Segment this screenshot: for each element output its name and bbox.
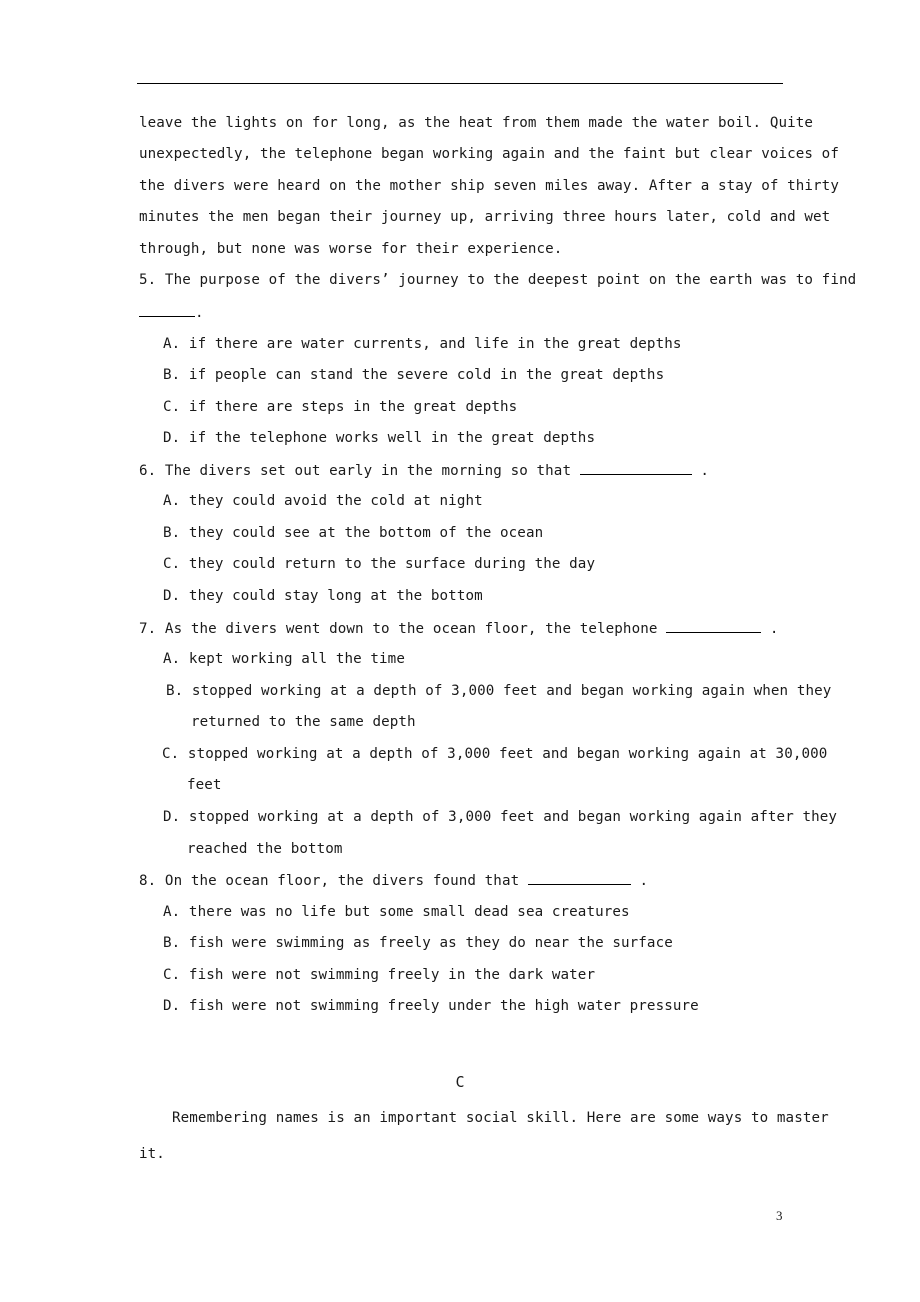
answer-blank — [139, 302, 195, 317]
question-6-option-d: D. they could stay long at the bottom — [163, 588, 483, 604]
question-7-option-c-cont: feet — [187, 777, 222, 793]
question-8-stem: 8. On the ocean floor, the divers found that — [139, 873, 520, 889]
question-8-period: . — [639, 873, 649, 889]
question-5-option-b: B. if people can stand the severe cold in the great depths — [163, 367, 665, 383]
question-8-option-b: B. fish were swimming as freely as they do near the surface — [163, 935, 673, 951]
question-7-option-a: A. kept working all the time — [163, 651, 405, 667]
question-6-option-a: A. they could avoid the cold at night — [163, 493, 483, 509]
question-8-option-c: C. fish were not swimming freely in the dark water — [163, 967, 596, 983]
question-6-option-c: C. they could return to the surface during the day — [163, 556, 596, 572]
passage-line: the divers were heard on the mother ship seven miles away. After a stay of thirty — [139, 178, 839, 194]
question-8-stem-line — [139, 870, 783, 891]
passage-line: through, but none was worse for their experience. — [139, 241, 563, 257]
question-7-option-c: C. stopped working at a depth of 3,000 feet and began working again at 30,000 — [162, 746, 828, 762]
question-5-option-d: D. if the telephone works well in the great depths — [163, 430, 596, 446]
question-5-option-a: A. if there are water currents, and life in the great depths — [163, 336, 682, 352]
answer-blank — [666, 618, 761, 633]
question-7-option-d-cont: reached the bottom — [187, 841, 343, 857]
question-5-period: . — [195, 305, 204, 321]
question-6-period: . — [700, 463, 710, 479]
answer-blank — [580, 460, 692, 475]
header-rule — [137, 83, 783, 84]
question-5-stem-end — [139, 302, 783, 323]
question-5-option-c: C. if there are steps in the great depths — [163, 399, 518, 415]
question-7-option-b-cont: returned to the same depth — [191, 714, 416, 730]
question-8-option-a: A. there was no life but some small dead sea creatures — [163, 904, 630, 920]
question-7-option-d: D. stopped working at a depth of 3,000 feet and began working again after they — [163, 809, 838, 825]
question-7-stem: 7. As the divers went down to the ocean floor, the telephone — [139, 621, 658, 637]
question-7-stem-line — [139, 618, 783, 639]
passage-line: leave the lights on for long, as the heat from them made the water boil. Quite — [139, 115, 814, 131]
page-number: 3 — [776, 1208, 783, 1223]
question-5-stem: 5. The purpose of the divers’ journey to the deepest point on the earth was to find — [139, 272, 857, 288]
question-7-option-b: B. stopped working at a depth of 3,000 feet and began working again when they — [166, 683, 832, 699]
section-heading: C — [455, 1073, 465, 1091]
question-6-stem: 6. The divers set out early in the morning so that — [139, 463, 572, 479]
question-6-option-b: B. they could see at the bottom of the ocean — [163, 525, 544, 541]
answer-blank — [528, 870, 631, 885]
section-c-intro: Remembering names is an important social skill. Here are some ways to master — [172, 1110, 829, 1126]
passage-line: minutes the men began their journey up, arriving three hours later, cold and wet — [139, 209, 831, 225]
question-7-period: . — [769, 621, 779, 637]
section-c-intro-cont: it. — [139, 1146, 165, 1162]
passage-line: unexpectedly, the telephone began working again and the faint but clear voices of — [139, 146, 839, 162]
question-8-option-d: D. fish were not swimming freely under the high water pressure — [163, 998, 699, 1014]
question-6-stem-line — [139, 460, 783, 481]
